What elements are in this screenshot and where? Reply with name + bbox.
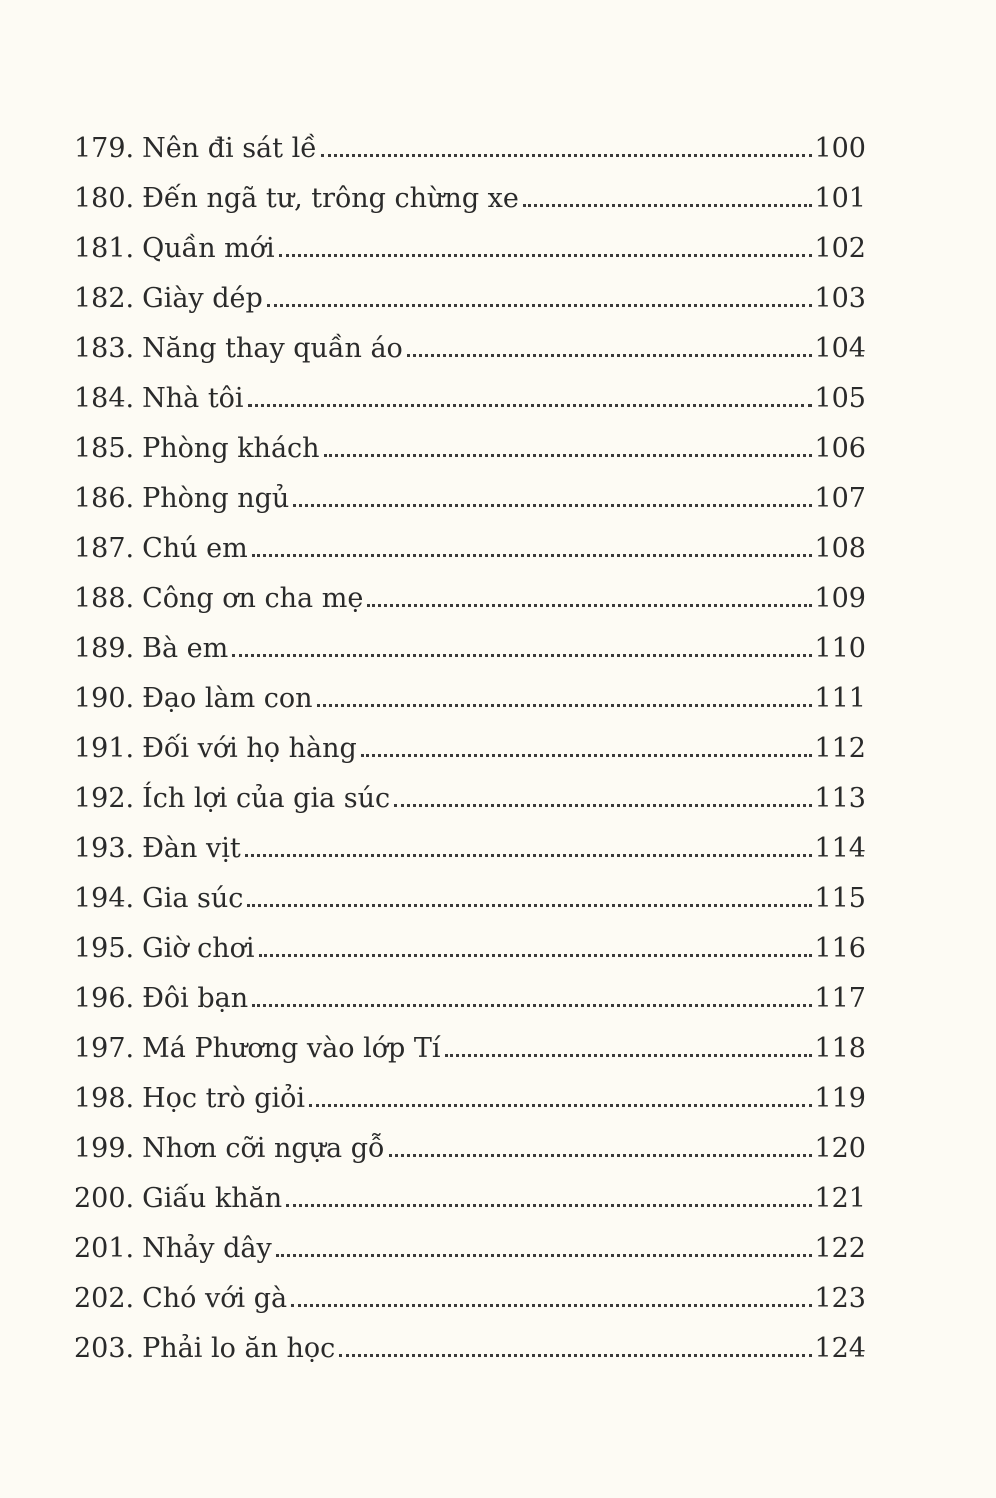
toc-entry [74,174,866,224]
toc-entry-page-number: 107 [814,483,866,514]
toc-entry-title: Giày dép [142,283,263,314]
toc-entry-page-number: 109 [814,583,866,614]
toc-entry-page-number: 112 [814,733,866,764]
dot-leader [394,804,812,807]
toc-entry-title: Nên đi sát lề [142,133,317,164]
toc-entry-number: 193. [74,833,135,864]
toc-entry-number: 200. [74,1183,135,1214]
toc-entry-title: Đối với họ hàng [142,733,357,764]
toc-entry-page-number: 106 [814,433,866,464]
dot-leader [291,1304,812,1307]
toc-entry-number: 185. [74,433,135,464]
toc-entry [74,424,866,474]
table-of-contents [74,124,866,1374]
toc-entry-number: 195. [74,933,135,964]
toc-entry [74,524,866,574]
dot-leader [321,154,813,157]
toc-entry-title: Chó với gà [142,1283,288,1314]
toc-entry-page-number: 102 [814,233,866,264]
toc-entry-title: Nhơn cỡi ngựa gỗ [142,1133,385,1164]
dot-leader [248,404,813,407]
toc-entry-title: Công ơn cha mẹ [142,583,364,614]
toc-entry-number: 180. [74,183,135,214]
toc-entry-page-number: 101 [814,183,866,214]
toc-entry-title: Phòng khách [142,433,320,464]
toc-entry [74,1024,866,1074]
toc-entry-page-number: 110 [814,633,866,664]
toc-entry-number: 203. [74,1333,135,1364]
toc-entry [74,374,866,424]
dot-leader [389,1154,813,1157]
dot-leader [293,504,812,507]
dot-leader [247,904,812,907]
toc-entry [74,674,866,724]
toc-entry-number: 181. [74,233,135,264]
toc-entry-page-number: 117 [814,983,866,1014]
dot-leader [252,554,813,557]
toc-entry-page-number: 104 [814,333,866,364]
toc-entry-title: Má Phương vào lớp Tí [142,1033,441,1064]
toc-entry [74,774,866,824]
toc-entry-number: 198. [74,1083,135,1114]
toc-entry-page-number: 116 [814,933,866,964]
toc-entry-page-number: 100 [814,133,866,164]
toc-entry-number: 182. [74,283,135,314]
toc-entry-page-number: 111 [814,683,866,714]
toc-entry [74,574,866,624]
dot-leader [232,654,812,657]
dot-leader [245,854,813,857]
toc-entry [74,474,866,524]
toc-entry-page-number: 108 [814,533,866,564]
toc-entry-title: Đàn vịt [142,833,241,864]
toc-entry [74,224,866,274]
dot-leader [286,1204,812,1207]
toc-entry-title: Gia súc [142,883,244,914]
toc-entry [74,1124,866,1174]
toc-entry-title: Quần mới [142,233,275,264]
toc-entry-number: 187. [74,533,135,564]
toc-entry [74,874,866,924]
toc-entry-title: Giờ chơi [142,933,255,964]
dot-leader [367,604,812,607]
toc-entry-page-number: 113 [814,783,866,814]
toc-entry-page-number: 124 [814,1333,866,1364]
toc-entry-title: Chú em [142,533,248,564]
dot-leader [317,704,813,707]
toc-entry-title: Đạo làm con [142,683,313,714]
toc-entry-title: Bà em [142,633,229,664]
toc-entry-number: 190. [74,683,135,714]
dot-leader [267,304,813,307]
toc-entry-title: Học trò giỏi [142,1083,306,1114]
toc-entry-number: 201. [74,1233,135,1264]
toc-entry-number: 189. [74,633,135,664]
dot-leader [252,1004,812,1007]
toc-entry [74,1274,866,1324]
toc-entry-title: Năng thay quần áo [142,333,403,364]
toc-entry [74,824,866,874]
dot-leader [523,204,813,207]
toc-entry-number: 202. [74,1283,135,1314]
toc-entry-number: 196. [74,983,135,1014]
dot-leader [407,354,813,357]
toc-entry [74,724,866,774]
toc-entry-title: Nhà tôi [142,383,244,414]
toc-entry [74,924,866,974]
dot-leader [324,454,813,457]
toc-entry-page-number: 119 [814,1083,866,1114]
toc-entry-title: Nhảy dây [142,1233,272,1264]
toc-entry [74,274,866,324]
toc-entry-title: Đến ngã tư, trông chừng xe [142,183,519,214]
toc-entry [74,1224,866,1274]
toc-entry-number: 183. [74,333,135,364]
toc-entry [74,974,866,1024]
dot-leader [339,1354,812,1357]
toc-entry [74,324,866,374]
toc-entry-title: Giấu khăn [142,1183,283,1214]
toc-entry-number: 188. [74,583,135,614]
toc-entry-page-number: 123 [814,1283,866,1314]
toc-entry-page-number: 120 [814,1133,866,1164]
toc-entry-page-number: 105 [814,383,866,414]
toc-entry-number: 184. [74,383,135,414]
toc-entry-number: 199. [74,1133,135,1164]
toc-entry [74,124,866,174]
toc-entry-page-number: 121 [814,1183,866,1214]
toc-entry-title: Phải lo ăn học [142,1333,336,1364]
dot-leader [276,1254,813,1257]
dot-leader [309,1104,812,1107]
toc-entry-title: Ích lợi của gia súc [142,783,391,814]
toc-entry-number: 197. [74,1033,135,1064]
toc-entry-page-number: 114 [814,833,866,864]
dot-leader [361,754,813,757]
toc-entry-page-number: 103 [814,283,866,314]
dot-leader [445,1054,813,1057]
toc-entry-page-number: 122 [814,1233,866,1264]
toc-entry-number: 186. [74,483,135,514]
toc-entry [74,624,866,674]
toc-entry-page-number: 115 [814,883,866,914]
toc-entry-number: 192. [74,783,135,814]
toc-entry [74,1074,866,1124]
toc-entry [74,1324,866,1374]
toc-entry-page-number: 118 [814,1033,866,1064]
dot-leader [279,254,813,257]
toc-entry [74,1174,866,1224]
dot-leader [259,954,813,957]
toc-entry-number: 179. [74,133,135,164]
toc-entry-number: 194. [74,883,135,914]
toc-entry-number: 191. [74,733,135,764]
toc-entry-title: Phòng ngủ [142,483,290,514]
toc-entry-title: Đôi bạn [142,983,249,1014]
